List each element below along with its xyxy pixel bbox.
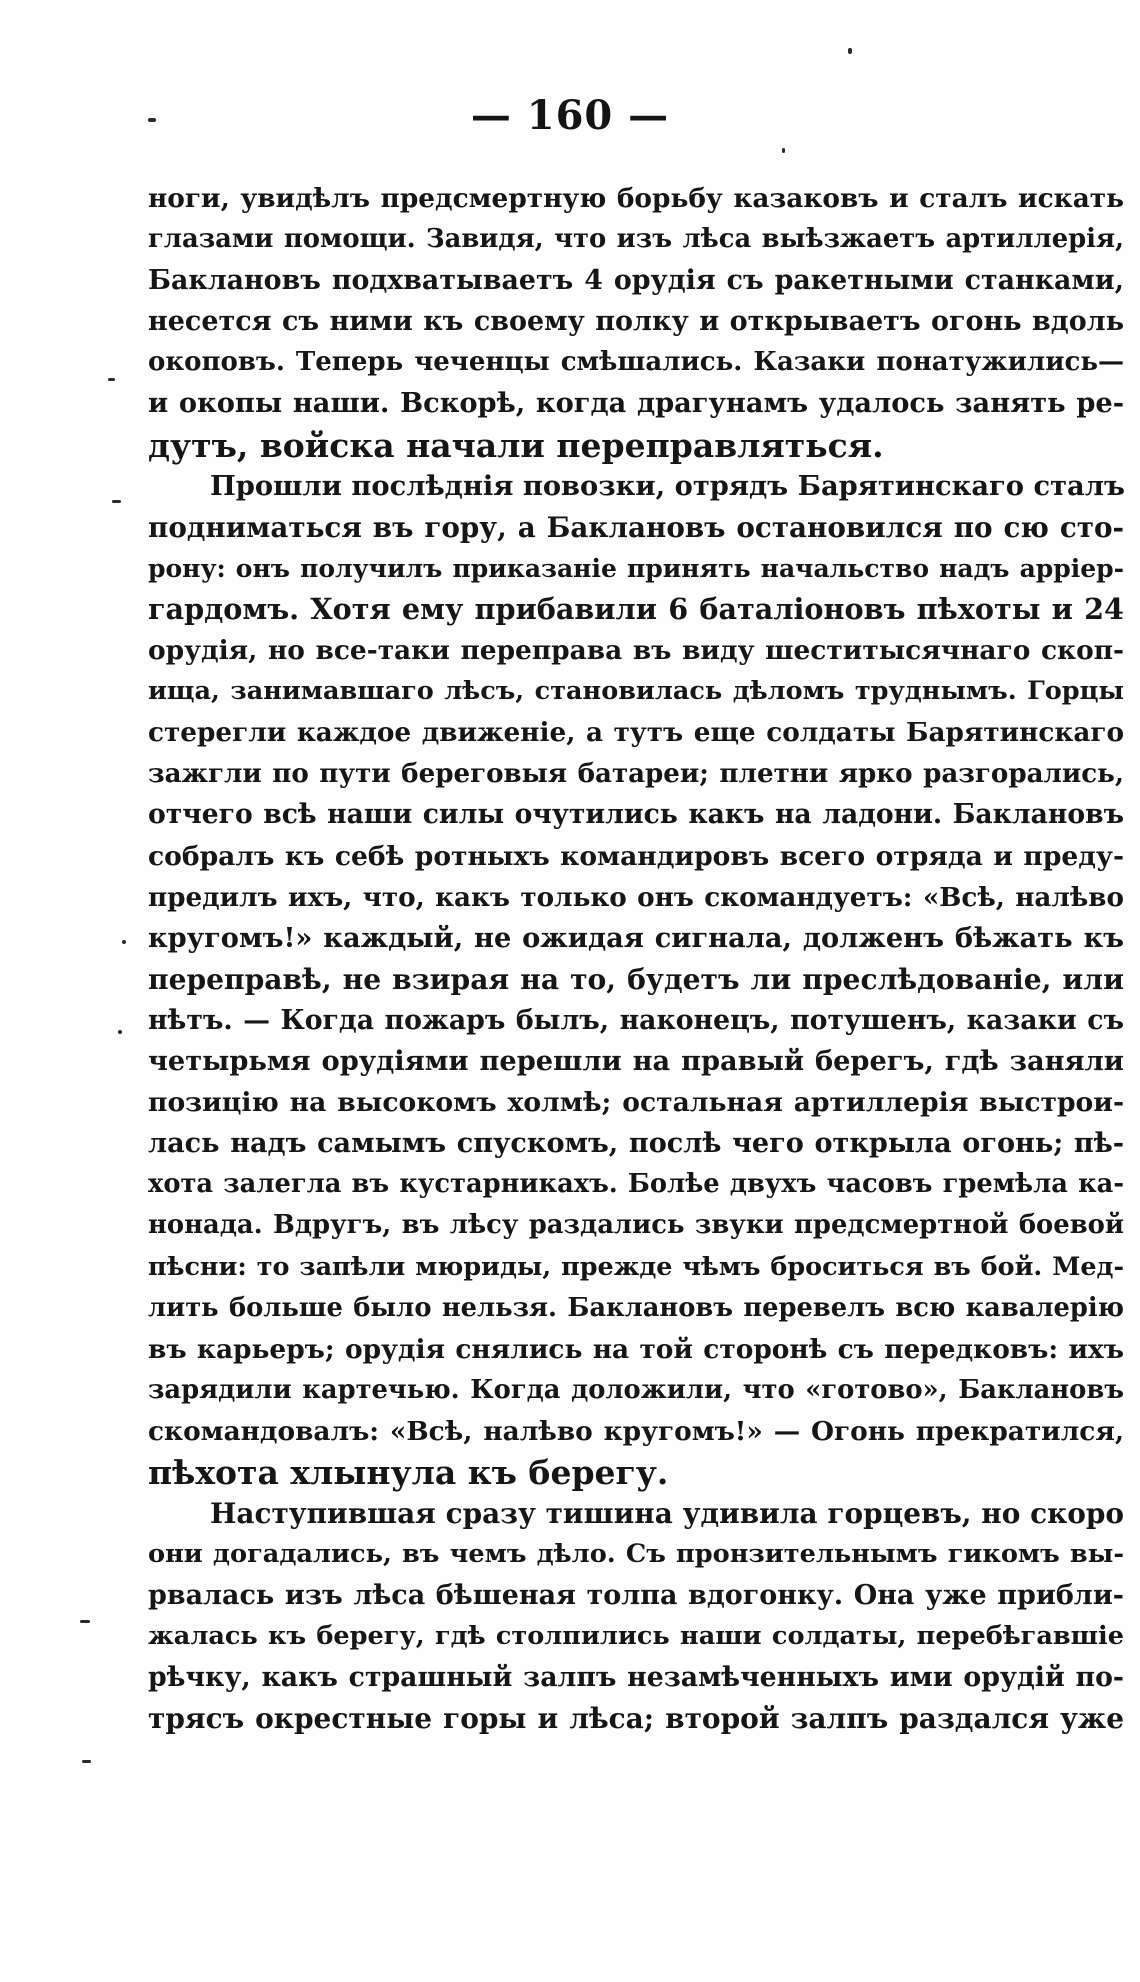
text-line: хота залегла въ кустарникахъ. Болѣе двухъ часовъ гремѣла ка- [148, 1169, 1124, 1200]
text-line: рѣчку, какъ страшный залпъ незамѣченныхъ ими орудій по- [148, 1662, 1124, 1694]
text-line: они догадались, въ чемъ дѣло. Съ пронзительнымъ гикомъ вы- [148, 1539, 1124, 1570]
text-line: собралъ къ себѣ ротныхъ командировъ всего отряда и преду- [148, 840, 1124, 872]
text-line: зажгли по пути береговыя батареи; плетни ярко разгорались, [148, 758, 1124, 790]
text-line: отчего всѣ наши силы очутились какъ на ладони. Баклановъ [148, 799, 1124, 831]
text-line: позицію на высокомъ холмѣ; остальная артиллерія выстрои- [148, 1087, 1124, 1119]
text-line: подниматься въ гору, а Баклановъ остановился по сю сто- [148, 510, 1124, 544]
scan-speck [122, 940, 126, 944]
scan-speck [848, 48, 852, 54]
text-line: пѣхота хлынула къ берегу. [148, 1452, 669, 1492]
text-line: зарядили картечью. Когда доложили, что «готово», Баклановъ [148, 1374, 1124, 1405]
text-line: переправѣ, не взирая на то, будетъ ли преслѣдованіе, или [148, 962, 1124, 996]
text-line: ища, занимавшаго лѣсъ, становилась дѣломъ труднымъ. Горцы [148, 676, 1124, 707]
text-line: глазами помощи. Завидя, что изъ лѣса выѣзжаетъ артиллерія, [148, 224, 1124, 255]
scan-speck [782, 148, 785, 153]
text-line: кругомъ!» каждый, не ожидая сигнала, долженъ бѣжать къ [148, 921, 1124, 954]
text-line: пѣсни: то запѣли мюриды, прежде чѣмъ броситься въ бой. Мед- [148, 1251, 1124, 1282]
text-line: лить больше было нельзя. Баклановъ перевелъ всю кавалерію [148, 1292, 1124, 1323]
text-line: лась надъ самымъ спускомъ, послѣ чего открыла огонь; пѣ- [148, 1128, 1124, 1160]
page-number: — 160 — [470, 92, 670, 139]
body-text [148, 178, 1124, 1740]
text-line: несется съ ними къ своему полку и открываетъ огонь вдоль [148, 306, 1124, 338]
text-line: окоповъ. Теперь чеченцы смѣшались. Казаки понатужились— [148, 347, 1124, 378]
text-line: рону: онъ получилъ приказаніе принять начальство надъ аррiер- [148, 553, 1124, 583]
text-line: дутъ, войска начали переправляться. [148, 425, 884, 465]
text-line: скомандовалъ: «Всѣ, налѣво кругомъ!» — Огонь прекратился, [148, 1415, 1124, 1447]
text-line: нонада. Вдругъ, въ лѣсу раздались звуки предсмертной боевой [148, 1210, 1124, 1241]
text-line: стерегли каждое движеніе, а тутъ еще солдаты Барятинскаго [148, 717, 1124, 749]
scan-speck [80, 1620, 90, 1623]
text-line: нѣтъ. — Когда пожаръ былъ, наконецъ, потушенъ, казаки съ [148, 1004, 1124, 1036]
text-line: жалась къ берегу, гдѣ столпились наши солдаты, перебѣгавшіе [148, 1621, 1124, 1652]
text-line: орудія, но все-таки переправа въ виду шеститысячнаго скоп- [148, 635, 1124, 667]
text-line: четырьмя орудіями перешли на правый берегъ, гдѣ заняли [148, 1044, 1124, 1077]
text-line: Баклановъ подхватываетъ 4 орудія съ ракетными станками, [148, 265, 1124, 297]
scan-speck [82, 1760, 91, 1763]
text-line: ноги, увидѣлъ предсмертную борьбу казаковъ и сталъ искать [148, 183, 1124, 214]
scan-speck [118, 1030, 122, 1034]
scan-speck [108, 378, 115, 381]
text-line: Наступившая сразу тишина удивила горцевъ, но скоро [210, 1497, 1124, 1530]
text-line: въ карьеръ; орудія снялись на той сторонѣ съ передковъ: ихъ [148, 1333, 1124, 1365]
text-line: Прошли послѣднія повозки, отрядъ Барятинскаго сталъ [210, 469, 1125, 502]
text-line: трясъ окрестные горы и лѣса; второй залпъ раздался уже [148, 1702, 1124, 1736]
text-line: гардомъ. Хотя ему прибавили 6 баталіоновъ пѣхоты и 24 [148, 591, 1124, 626]
text-line: предилъ ихъ, что, какъ только онъ скомандуетъ: «Всѣ, налѣво [148, 881, 1124, 913]
text-line: и окопы наши. Вскорѣ, когда драгунамъ удалось занять ре- [148, 387, 1124, 420]
text-line: рвалась изъ лѣса бѣшеная толпа вдогонку. Она уже прибли- [148, 1580, 1124, 1612]
scan-speck [112, 500, 121, 503]
